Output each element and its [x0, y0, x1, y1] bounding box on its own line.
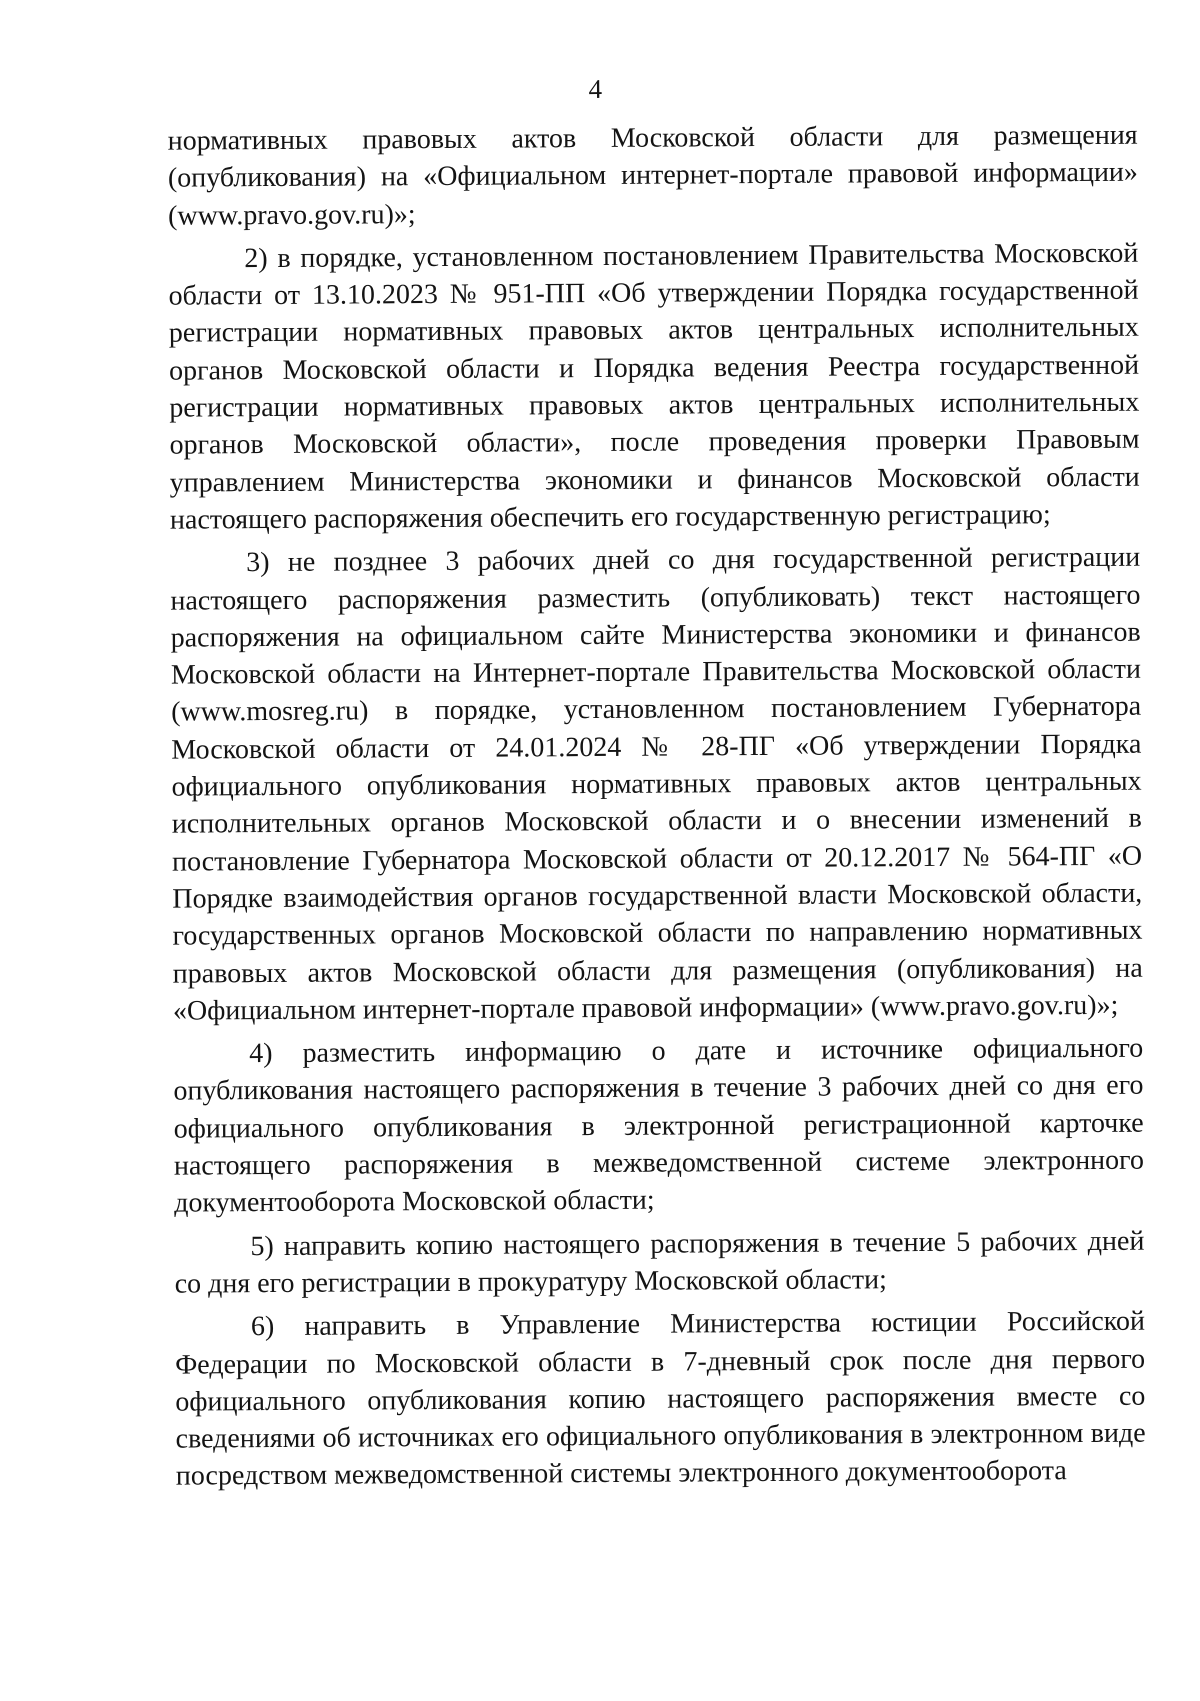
paragraph-item-2: 2) в порядке, установленном постановлением Правительства Московской области от 13.10.2023 № 951-ПП «Об утверждении Порядка государственной регистрации нормативных правовых актов центральных исполнительных органов Московской области и Порядка ведения Реестра государственной регистрации нормативных правовых актов центральных исполнительных органов Московской области», после проведения проверки Правовым управлением Министерства экономики и финансов Московской области настоящего распоряжения обеспечить его государственную регистрацию;: [168, 237, 1140, 536]
page-number: 4: [588, 73, 603, 105]
paragraph-item-4: 4) разместить информацию о дате и источнике официального опубликования настоящего распоряжения в течение 3 рабочих дней со дня его официального опубликования в электронной регистрационной карточке настоящего распоряжения в межведомственной системе электронного документооборота Московской области;: [173, 1032, 1144, 1219]
paragraph-item-6: 6) направить в Управление Министерства юстиции Российской Федерации по Московской области в 7-дневный срок после дня первого официального опубликования копию настоящего распоряжения вместе со сведениями об источниках его официального опубликования в электронном виде посредством межведомственной системы электронного документооборота: [175, 1305, 1146, 1492]
document-body: [168, 117, 1146, 1496]
paragraph-continuation: нормативных правовых актов Московской области для размещения (опубликования) на «Официальном интернет-портале правовой информации» (www.pravo.gov.ru)»;: [167, 119, 1138, 232]
paragraph-item-5: 5) направить копию настоящего распоряжения в течение 5 рабочих дней со дня его регистрации в прокуратуру Московской области;: [174, 1225, 1145, 1300]
paragraph-item-3: 3) не позднее 3 рабочих дней со дня государственной регистрации настоящего распоряжения разместить (опубликовать) текст настоящего распоряжения на официальном сайте Министерства экономики и финансов Московской области на Интернет-портале Правительства Московской области (www.mosreg.ru) в порядке, установленном постановлением Губернатора Московской области от 24.01.2024 № 28-ПГ «Об утверждении Порядка официального опубликования нормативных правовых актов центральных исполнительных органов Московской области и о внесении изменений в постановление Губернатора Московской области от 20.12.2017 № 564-ПГ «О Порядке взаимодействия органов государственной власти Московской области, государственных органов Московской области по направлению нормативных правовых актов Московской области для размещения (опубликования) на «Официальном интернет-портале правовой информации» (www.pravo.gov.ru)»;: [170, 541, 1143, 1027]
